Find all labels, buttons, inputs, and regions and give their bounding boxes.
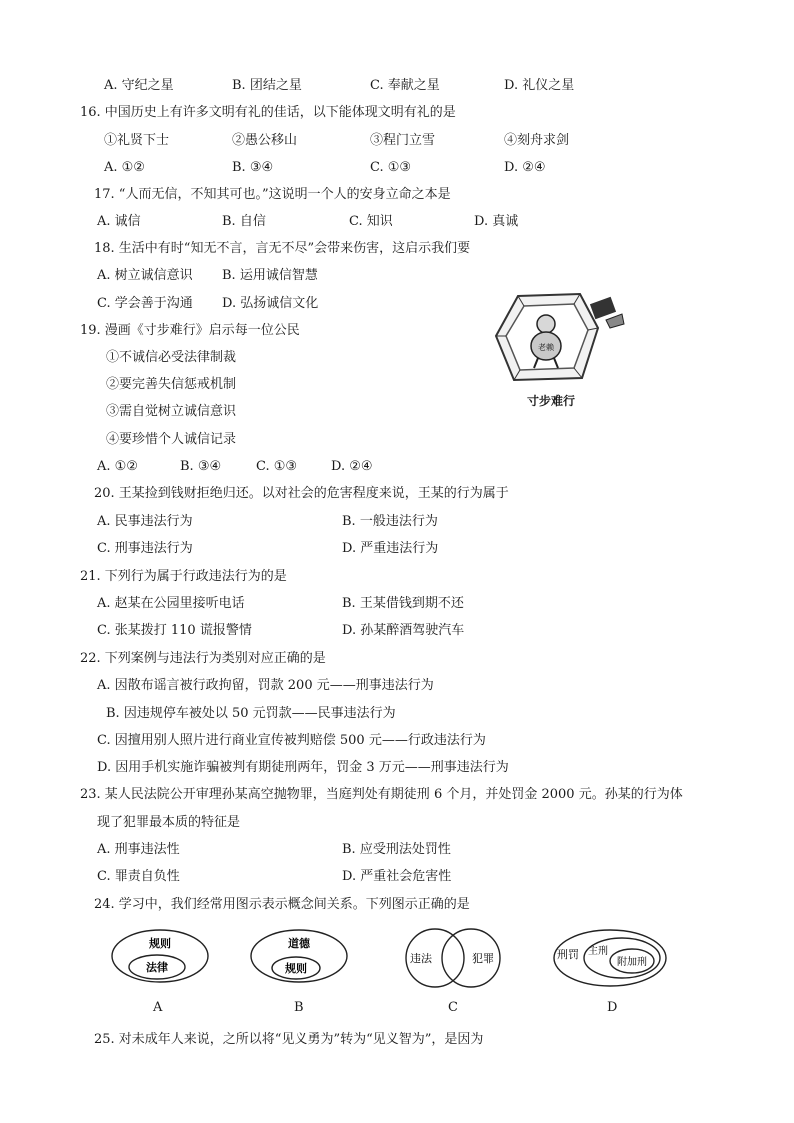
q19-stem: 19. 漫画《寸步难行》启示每一位公民: [80, 323, 300, 338]
q22-option-b: B. 因违规停车被处以 50 元罚款——民事违法行为: [106, 706, 396, 721]
q22-stem: 22. 下列案例与违法行为类别对应正确的是: [80, 651, 326, 666]
q23-stem-line2: 现了犯罪最本质的特征是: [97, 815, 241, 830]
q19-option-c: C. ①③: [256, 459, 298, 474]
diagram-b-inner-label: 规则: [285, 962, 307, 975]
diagram-b: [249, 928, 349, 984]
q18-option-b: B. 运用诚信智慧: [222, 268, 318, 283]
q19-option-b: B. ③④: [180, 459, 222, 474]
q23-option-b: B. 应受刑法处罚性: [342, 842, 451, 857]
q17-option-b: B. 自信: [222, 214, 266, 229]
q15-option-c: C. 奉献之星: [370, 78, 440, 93]
diagram-d-inner-label: 附加刑: [617, 957, 647, 968]
q22-option-d: D. 因用手机实施诈骗被判有期徒刑两年，罚金 3 万元——刑事违法行为: [97, 760, 509, 775]
q20-option-d: D. 严重违法行为: [342, 541, 439, 556]
q18-option-c: C. 学会善于沟通: [97, 296, 193, 311]
q17-option-c: C. 知识: [349, 214, 393, 229]
diagram-c-left-label: 违法: [410, 952, 432, 965]
q21-stem: 21. 下列行为属于行政违法行为的是: [80, 569, 287, 584]
q16-stem: 16. 中国历史上有许多文明有礼的佳话，以下能体现文明有礼的是: [80, 105, 456, 120]
q19-option-d: D. ②④: [331, 459, 373, 474]
q18-stem: 18. 生活中有时“知无不言，言无不尽”会带来伤害，这启示我们要: [94, 241, 471, 256]
q19-statement-2: ②要完善失信惩戒机制: [106, 377, 237, 392]
q19-statement-4: ④要珍惜个人诚信记录: [106, 432, 237, 447]
q23-stem-line1: 23. 某人民法院公开审理孙某高空抛物罪，当庭判处有期徒刑 6 个月，并处罚金 2000 元。孙某的行为体: [80, 787, 683, 802]
q21-option-d: D. 孙某醉酒驾驶汽车: [342, 623, 465, 638]
diagram-a-label: A: [153, 1000, 163, 1015]
cartoon-illustration: [488, 290, 626, 408]
cartoon-caption: 寸步难行: [527, 394, 576, 408]
q16-option-d: D. ②④: [504, 160, 546, 175]
diagram-b-outer-label: 道德: [288, 937, 310, 950]
q19-option-a: A. ①②: [97, 459, 138, 474]
q15-option-d: D. 礼仪之星: [504, 78, 575, 93]
q16-option-b: B. ③④: [232, 160, 274, 175]
q17-option-a: A. 诚信: [97, 214, 141, 229]
diagram-b-label: B: [294, 1000, 304, 1015]
cartoon-person-label: 老赖: [538, 343, 554, 352]
q24-stem: 24. 学习中，我们经常用图示表示概念间关系。下列图示正确的是: [94, 897, 470, 912]
q20-option-b: B. 一般违法行为: [342, 514, 438, 529]
q17-option-d: D. 真诚: [474, 214, 519, 229]
q20-stem: 20. 王某捡到钱财拒绝归还。以对社会的危害程度来说，王某的行为属于: [94, 486, 509, 501]
q21-option-a: A. 赵某在公园里接听电话: [97, 596, 245, 611]
q21-option-c: C. 张某拨打 110 谎报警情: [97, 623, 252, 638]
q22-option-a: A. 因散布谣言被行政拘留，罚款 200 元——刑事违法行为: [97, 678, 434, 693]
q16-option-a: A. ①②: [104, 160, 145, 175]
diagram-d-outer-label: 刑罚: [557, 948, 579, 961]
q19-statement-1: ①不诚信必受法律制裁: [106, 350, 237, 365]
diagram-c-label: C: [448, 1000, 458, 1015]
q15-option-a: A. 守纪之星: [104, 78, 174, 93]
q16-statement-2: ②愚公移山: [232, 133, 298, 148]
diagram-d: [552, 928, 670, 988]
q16-option-c: C. ①③: [370, 160, 412, 175]
diagram-c: [399, 928, 507, 988]
q25-stem: 25. 对未成年人来说，之所以将“见义勇为”转为“见义智为”，是因为: [94, 1032, 484, 1047]
diagram-a-outer-label: 规则: [149, 937, 171, 950]
q23-option-a: A. 刑事违法性: [97, 842, 180, 857]
diagram-d-middle-label: 主刑: [588, 946, 608, 957]
q23-option-d: D. 严重社会危害性: [342, 869, 452, 884]
q21-option-b: B. 王某借钱到期不还: [342, 596, 464, 611]
diagram-a: [110, 928, 210, 984]
q17-stem: 17. “人而无信，不知其可也。”这说明一个人的安身立命之本是: [94, 187, 451, 202]
q23-option-c: C. 罪责自负性: [97, 869, 180, 884]
q16-statement-1: ①礼贤下士: [104, 133, 170, 148]
q15-option-b: B. 团结之星: [232, 78, 302, 93]
q18-option-d: D. 弘扬诚信文化: [222, 296, 319, 311]
q16-statement-4: ④刻舟求剑: [504, 133, 570, 148]
q20-option-a: A. 民事违法行为: [97, 514, 193, 529]
diagram-c-right-label: 犯罪: [472, 952, 494, 965]
q20-option-c: C. 刑事违法行为: [97, 541, 193, 556]
diagram-d-label: D: [607, 1000, 618, 1015]
q18-option-a: A. 树立诚信意识: [97, 268, 193, 283]
q22-option-c: C. 因擅用别人照片进行商业宣传被判赔偿 500 元——行政违法行为: [97, 733, 486, 748]
diagram-a-inner-label: 法律: [146, 961, 168, 974]
q19-statement-3: ③需自觉树立诚信意识: [106, 404, 237, 419]
q16-statement-3: ③程门立雪: [370, 133, 436, 148]
